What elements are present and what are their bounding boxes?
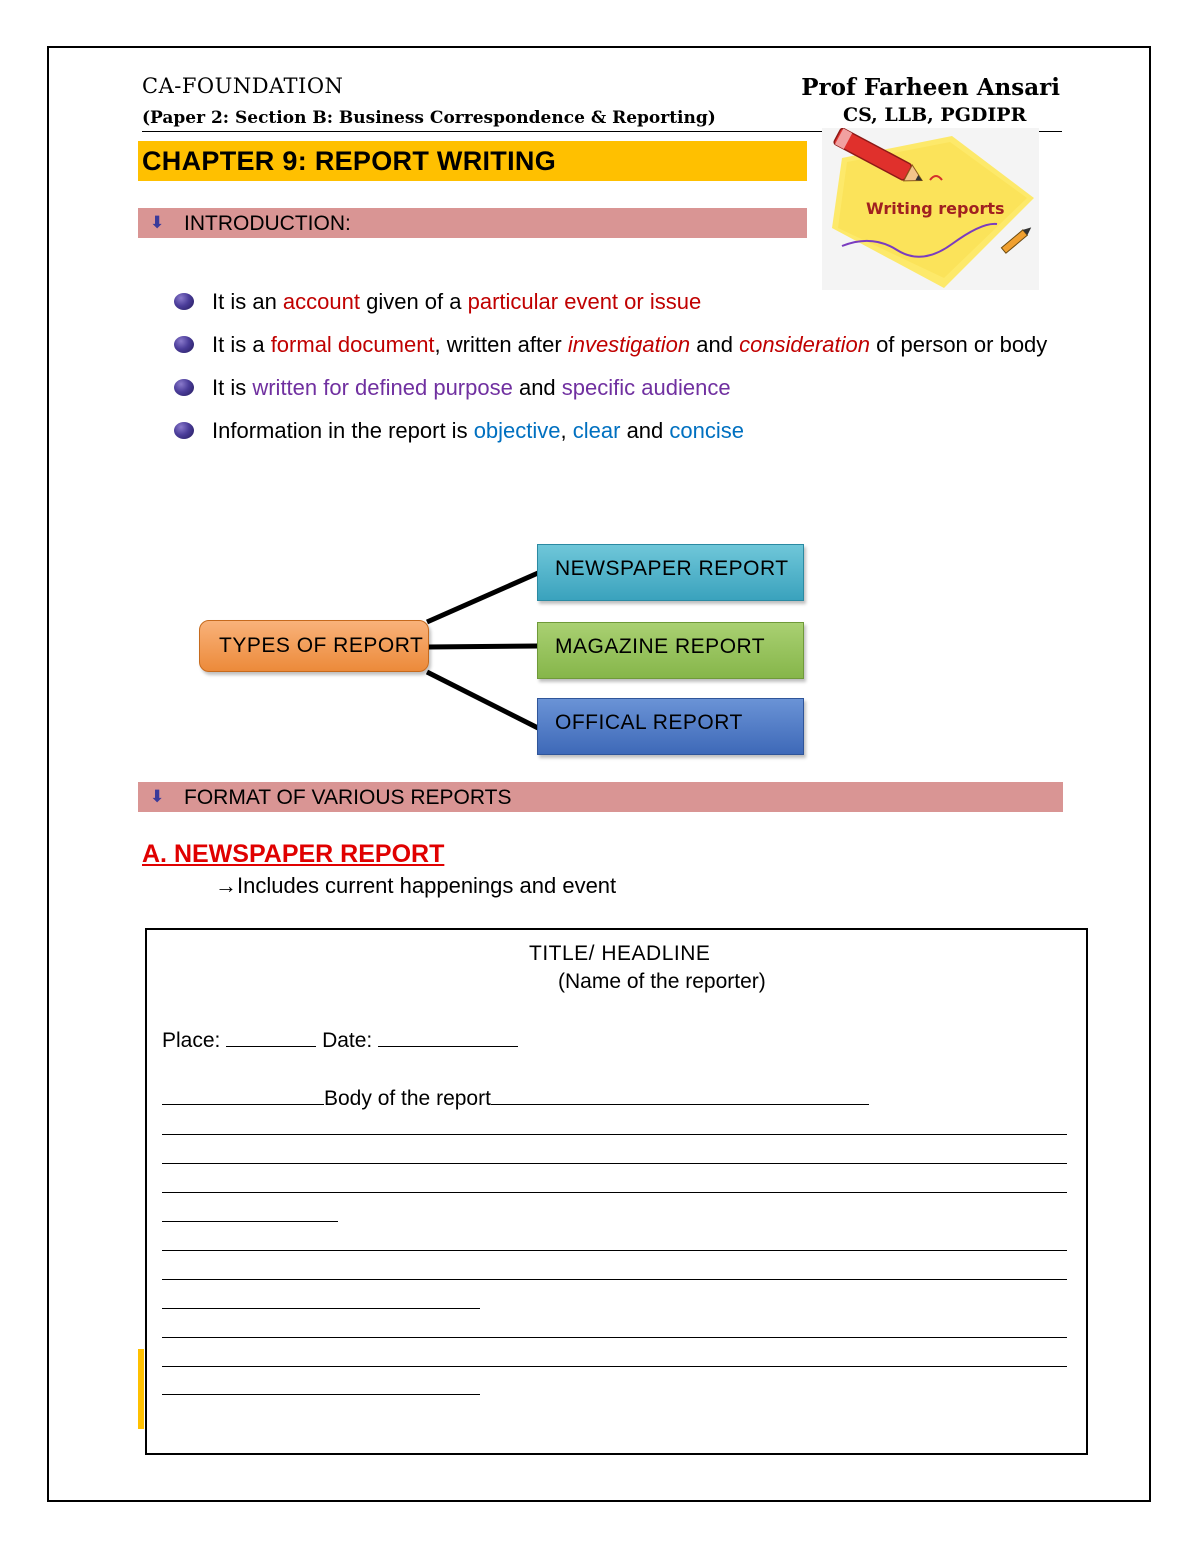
- template-reporter: (Name of the reporter): [558, 970, 766, 993]
- bullet-sphere-icon: [174, 336, 194, 353]
- format-heading: FORMAT OF VARIOUS REPORTS: [184, 786, 512, 809]
- template-rule: [162, 1337, 1067, 1338]
- bullet-sphere-icon: [174, 379, 194, 396]
- template-rule: [162, 1308, 480, 1309]
- template-rule: [162, 1394, 480, 1395]
- types-of-report-node: TYPES OF REPORT: [199, 620, 429, 672]
- clipart-caption: Writing reports: [866, 199, 1005, 218]
- clipart-image: [822, 128, 1039, 290]
- bullet-sphere-icon: [174, 293, 194, 310]
- chapter-title: CHAPTER 9: REPORT WRITING: [142, 146, 557, 176]
- newspaper-report-heading: A. NEWSPAPER REPORT: [142, 840, 445, 868]
- official-report-node: OFFICAL REPORT: [537, 698, 804, 755]
- newspaper-report-node: NEWSPAPER REPORT: [537, 544, 804, 601]
- list-item: It is an account given of a particular event or issue: [172, 280, 1052, 323]
- template-rule: [162, 1366, 1067, 1367]
- down-arrow-icon: ⬇: [150, 213, 165, 232]
- paper-subtitle: (Paper 2: Section B: Business Correspondence & Reporting): [142, 108, 716, 128]
- course-title: CA-FOUNDATION: [142, 74, 344, 98]
- list-item: It is a formal document, written after investigation and consideration of person or body: [172, 323, 1052, 366]
- bullet-sphere-icon: [174, 422, 194, 439]
- introduction-bullet-list: [172, 280, 1052, 452]
- down-arrow-icon: ⬇: [150, 787, 165, 806]
- introduction-heading: INTRODUCTION:: [184, 212, 351, 235]
- template-rule: [162, 1192, 1067, 1193]
- introduction-section-bar: [138, 208, 807, 238]
- author-credentials: CS, LLB, PGDIPR: [843, 104, 1027, 126]
- list-item: Information in the report is objective, clear and concise: [172, 409, 1052, 452]
- chapter-title-bar: [138, 141, 807, 181]
- list-item: It is written for defined purpose and specific audience: [172, 366, 1052, 409]
- format-section-bar: [138, 782, 1063, 812]
- template-rule: [162, 1250, 1067, 1251]
- newspaper-report-description: →Includes current happenings and event: [215, 873, 617, 898]
- template-rule: [162, 1163, 1067, 1164]
- template-body-line: Body of the report: [162, 1086, 869, 1111]
- template-place-date: Place: Date:: [162, 1028, 518, 1053]
- template-rule: [162, 1134, 1067, 1135]
- writing-reports-clipart: [822, 128, 1039, 290]
- magazine-report-node: MAGAZINE REPORT: [537, 622, 804, 679]
- template-title: TITLE/ HEADLINE: [529, 942, 711, 965]
- author-name: Prof Farheen Ansari: [801, 74, 1060, 101]
- decorative-bar: [138, 1349, 144, 1429]
- template-rule: [162, 1279, 1067, 1280]
- template-rule: [162, 1221, 338, 1222]
